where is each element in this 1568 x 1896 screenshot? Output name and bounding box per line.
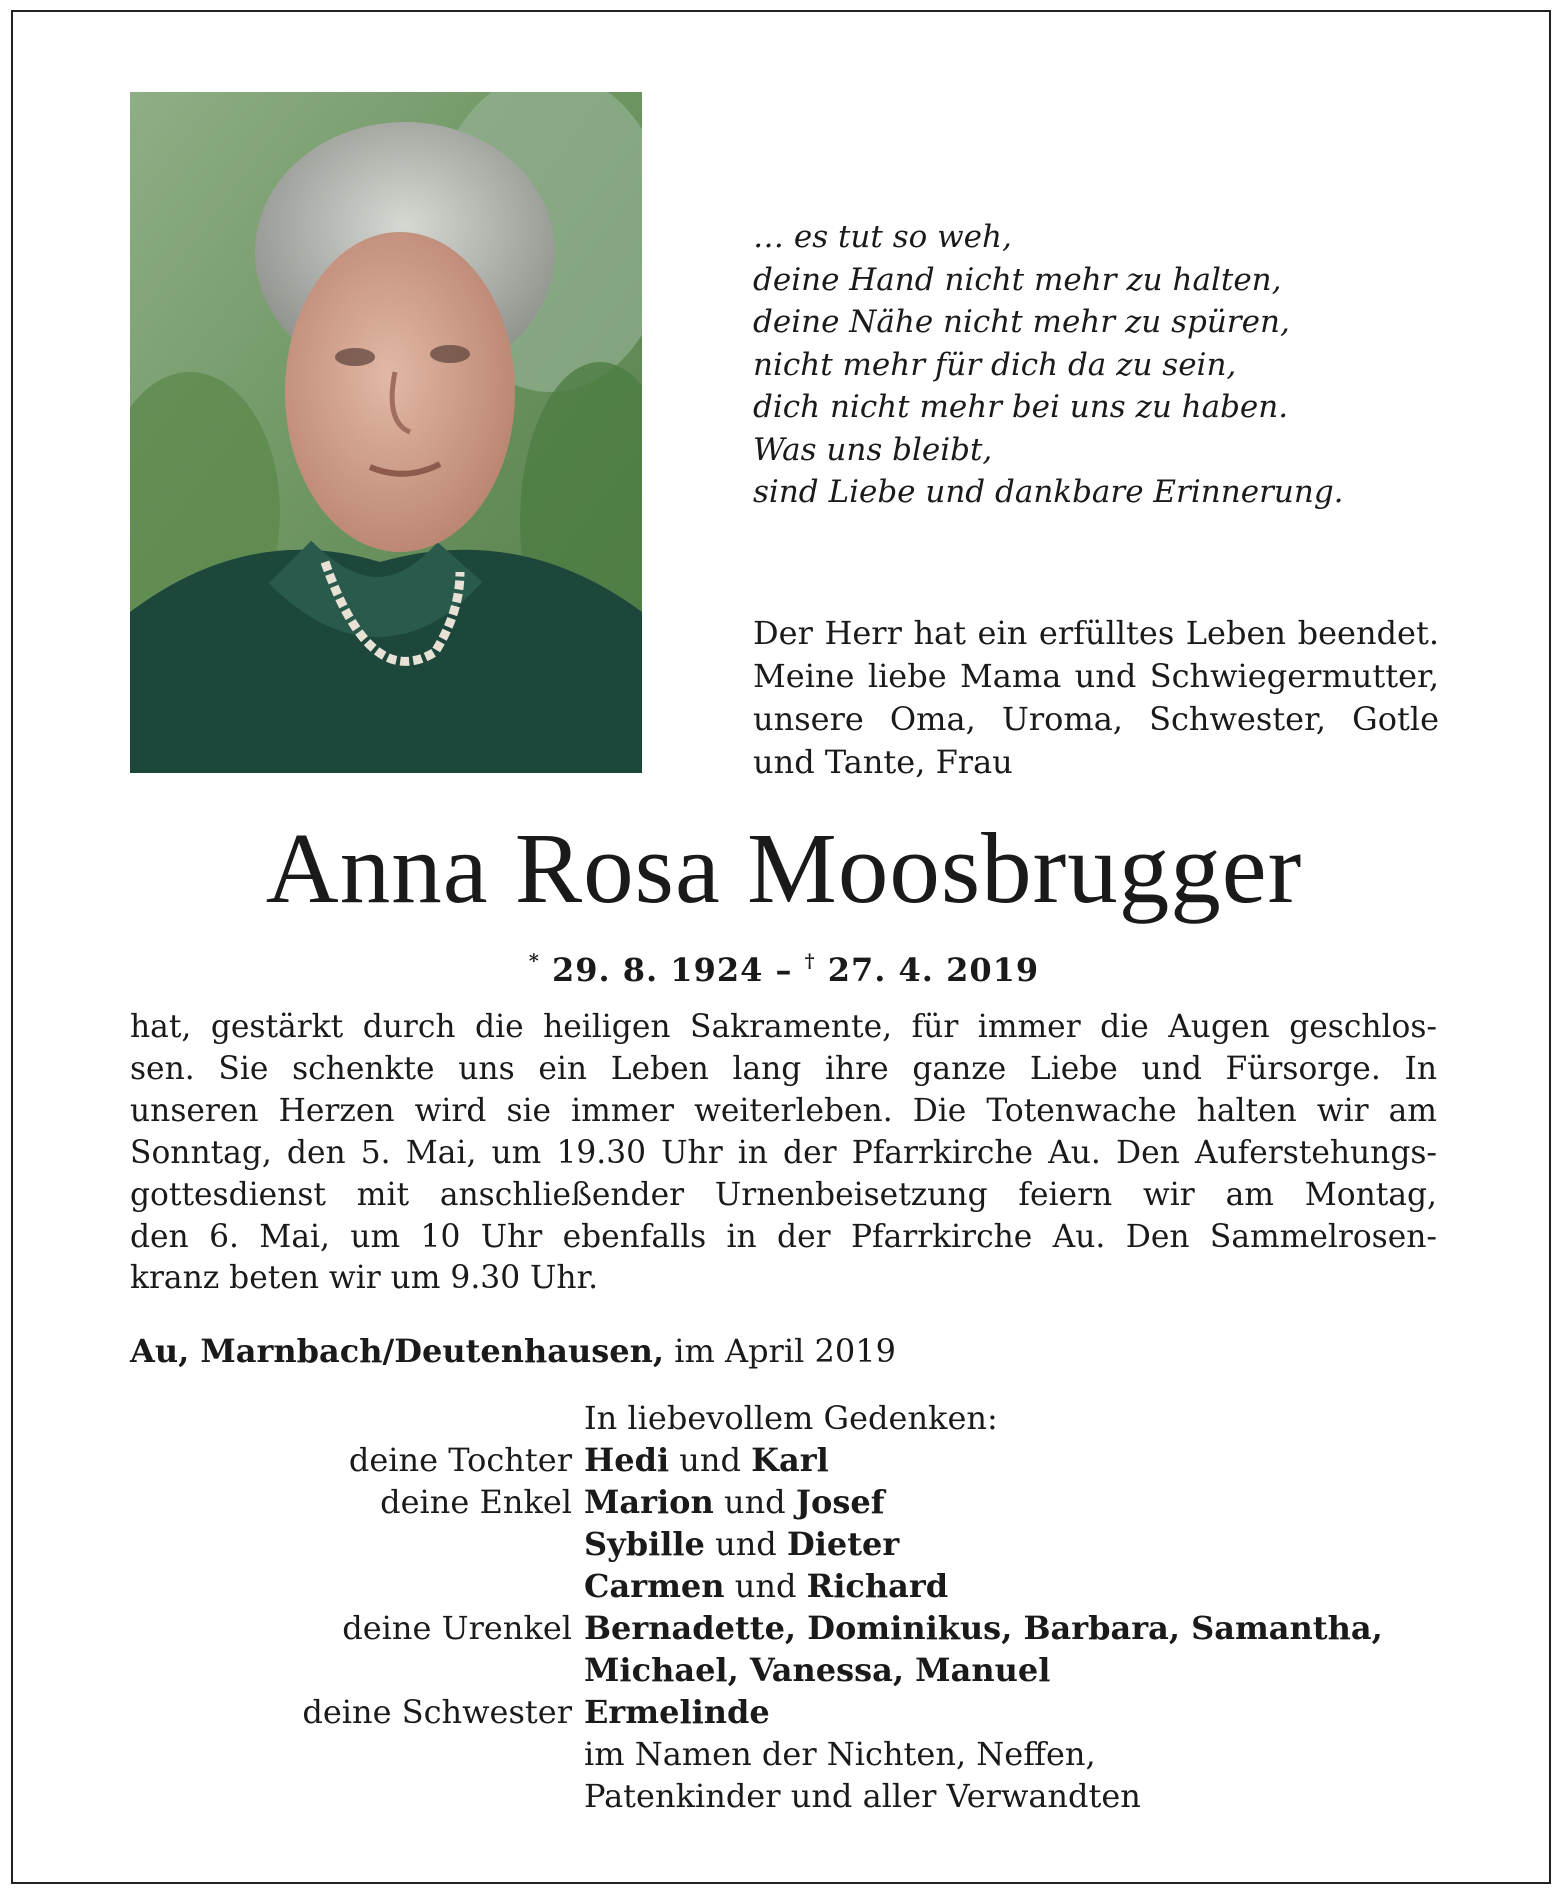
closing-line: im Namen der Nichten, Neffen,	[584, 1735, 1096, 1773]
body-line: sen. Sie schenkte uns ein Leben lang ihre ganze Liebe und Fürsorge. In	[130, 1050, 1437, 1087]
death-symbol: †	[804, 950, 816, 972]
birth-symbol: *	[528, 950, 540, 972]
mourner-name: Josef	[795, 1483, 885, 1521]
mourner-name: Dieter	[786, 1525, 900, 1563]
mourner-name: Sybille	[584, 1525, 705, 1563]
birth-date: 29. 8. 1924	[551, 951, 764, 989]
signoff-header: In liebevollem Gedenken:	[584, 1399, 998, 1437]
name-joiner: und	[724, 1567, 807, 1605]
deceased-name: Anna Rosa Moosbrugger	[265, 812, 1303, 924]
relation-label: deine Urenkel	[342, 1609, 572, 1647]
portrait-photo	[130, 92, 642, 773]
mourners-list	[0, 1397, 1568, 1817]
mourner-row	[0, 1607, 1568, 1649]
poem-line: dich nicht mehr bei uns zu haben.	[753, 389, 1289, 425]
body-line: Sonntag, den 5. Mai, um 19.30 Uhr in der Pfarrkirche Au. Den Auferstehungs-	[130, 1134, 1437, 1171]
poem-line: Was uns bleibt,	[753, 431, 993, 468]
body-line: den 6. Mai, um 10 Uhr ebenfalls in der Pfarrkirche Au. Den Sammelrosen-	[130, 1218, 1437, 1255]
place-and-date	[130, 1330, 896, 1372]
poem-line: … es tut so weh,	[753, 219, 1012, 255]
mourner-row	[0, 1523, 1568, 1565]
body-line: kranz beten wir um 9.30 Uhr.	[130, 1260, 599, 1297]
poem-line: nicht mehr für dich da zu sein,	[753, 346, 1237, 383]
mourner-names: Michael, Vanessa, Manuel	[584, 1651, 1051, 1689]
body-line: hat, gestärkt durch die heiligen Sakramente, für immer die Augen geschlos-	[130, 1009, 1437, 1045]
mourner-row	[0, 1439, 1568, 1481]
mourner-row	[0, 1481, 1568, 1523]
name-joiner: und	[713, 1483, 796, 1521]
place-location: Au, Marnbach/Deutenhausen,	[130, 1332, 665, 1370]
body-line: unseren Herzen wird sie immer weiterleben. Die Totenwache halten wir am	[130, 1092, 1437, 1129]
closing-line: Patenkinder und aller Verwandten	[584, 1777, 1141, 1815]
mourner-row	[0, 1691, 1568, 1733]
mourner-name: Karl	[751, 1441, 829, 1479]
life-dates	[0, 940, 1568, 991]
intro-paragraph: Der Herr hat ein erfülltes Leben beendet. Meine liebe Mama und Schwiegermutter, unsere Oma, Uroma, Schwester, Gotle und Tante, Frau	[753, 614, 1439, 781]
poem-line: sind Liebe und dankbare Erinnerung.	[753, 474, 1344, 510]
mourner-row	[0, 1649, 1568, 1691]
body-line: gottesdienst mit anschließender Urnenbeisetzung feiern wir am Montag,	[130, 1176, 1437, 1213]
name-joiner: und	[669, 1441, 752, 1479]
place-date: im April 2019	[664, 1332, 896, 1370]
mourner-names: Bernadette, Dominikus, Barbara, Samantha,	[584, 1609, 1383, 1647]
date-separator: –	[763, 951, 805, 989]
death-date: 27. 4. 2019	[827, 951, 1040, 989]
portrait-photo-icon	[130, 92, 642, 773]
mourner-name: Marion	[584, 1483, 714, 1521]
relation-label: deine Schwester	[302, 1693, 572, 1731]
poem	[753, 216, 1473, 514]
mourner-name: Richard	[806, 1567, 949, 1605]
mourner-name: Carmen	[584, 1567, 725, 1605]
body-paragraph	[130, 1007, 1437, 1300]
mourner-row	[0, 1565, 1568, 1607]
relation-label: deine Tochter	[348, 1441, 572, 1479]
name-joiner: und	[704, 1525, 787, 1563]
relation-label: deine Enkel	[380, 1483, 572, 1521]
poem-line: deine Nähe nicht mehr zu spüren,	[753, 304, 1290, 340]
poem-line: deine Hand nicht mehr zu halten,	[753, 261, 1282, 298]
mourner-name: Hedi	[584, 1441, 670, 1479]
mourner-name: Ermelinde	[584, 1693, 770, 1731]
